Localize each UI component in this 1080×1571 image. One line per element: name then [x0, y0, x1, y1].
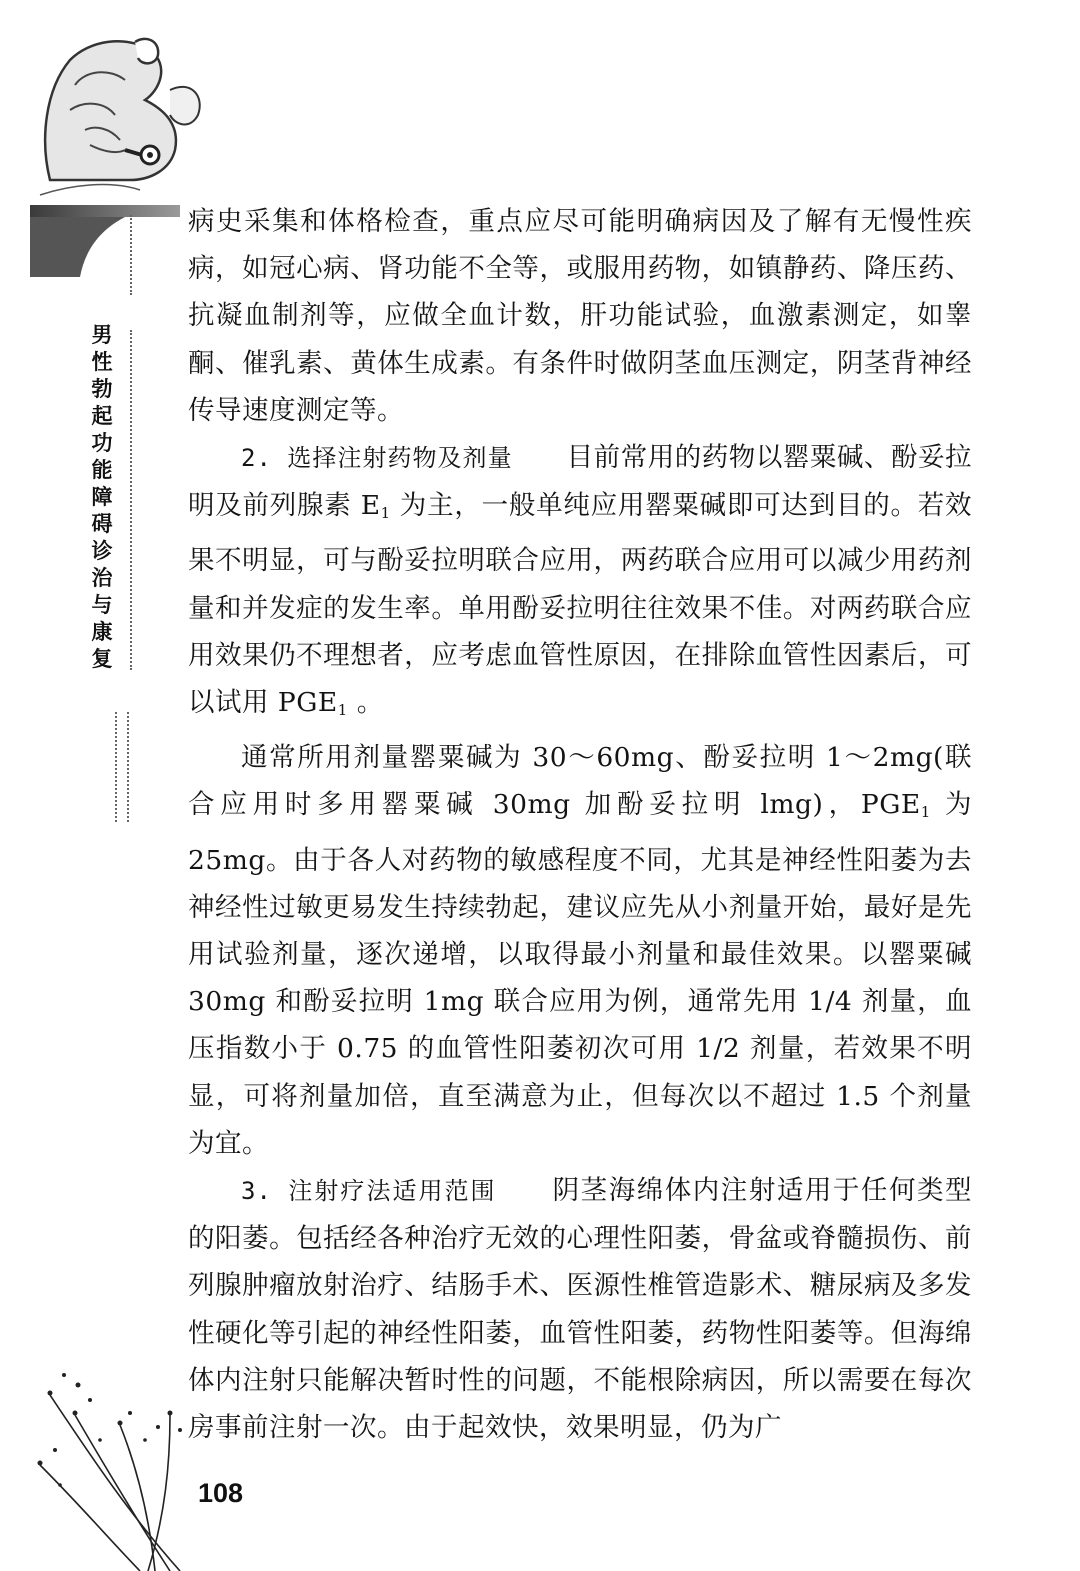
dotted-line-top — [130, 215, 132, 295]
paragraph-text: 通常所用剂量罂粟碱为 30～60mg、酚妥拉明 1～2mg(联合应用时多用罂粟碱 30mg 加酚妥拉明 lmg)，PGE — [188, 742, 972, 821]
dotted-line-middle — [130, 330, 132, 670]
title-char: 诊 — [91, 539, 113, 563]
body-text — [188, 198, 972, 1451]
title-char: 障 — [91, 485, 113, 509]
title-char: 勃 — [91, 377, 113, 401]
book-title-vertical — [86, 322, 118, 673]
title-char: 能 — [91, 458, 113, 482]
title-char: 康 — [91, 620, 113, 644]
title-char: 性 — [91, 350, 113, 374]
title-char: 功 — [91, 431, 113, 455]
corner-decoration — [30, 205, 180, 277]
paragraph-text: 阴茎海绵体内注射适用于任何类型的阳萎。包括经各种治疗无效的心理性阳萎，骨盆或脊髓损伤、前列腺肿瘤放射治疗、结肠手术、医源性椎管造影术、糖尿病及多发性硬化等引起的神经性阳萎，血管性阳萎，药物性阳萎等。但海绵体内注射只能解决暂时性的问题，不能根除病因，所以需要在每次房事前注射一次。由于起效快，效果明显，仍为广 — [188, 1175, 972, 1444]
bodybuilder-illustration — [30, 30, 230, 210]
dotted-line-lower-2 — [127, 712, 129, 822]
subscript: 1 — [920, 803, 931, 822]
title-char: 起 — [91, 404, 113, 428]
title-char: 与 — [91, 593, 113, 617]
paragraph-history — [188, 198, 972, 434]
title-char: 治 — [91, 566, 113, 590]
paragraph-text: 。 — [347, 687, 384, 719]
section-heading: 2. 选择注射药物及剂量 — [241, 444, 513, 473]
title-char: 碍 — [91, 512, 113, 536]
paragraph-text: 为 25mg。由于各人对药物的敏感程度不同，尤其是神经性阳萎为去神经性过敏更易发生持续勃起，建议应先从小剂量开始，最好是先用试验剂量，逐次递增，以取得最小剂量和最佳效果。以罂粟碱 30mg 和酚妥拉明 1mg 联合应用为例，通常先用 1/4 剂量，血压指数小于 0.75 的血管性阳萎初次可用 1/2 剂量，若效果不明显，可将剂量加倍，直至满意为止，但每次以不超过 1.5 个剂量为宜。 — [188, 789, 972, 1159]
section-heading: 3. 注射疗法适用范围 — [241, 1177, 497, 1206]
title-char: 男 — [91, 323, 113, 347]
title-char: 复 — [91, 647, 113, 671]
paragraph-text: 目前常用的药物以罂粟碱、酚妥拉明及前列腺素 E — [188, 442, 973, 522]
paragraph-text: 为主，一般单纯应用罂粟碱即可达到目的。若效果不明显，可与酚妥拉明联合应用，两药联合应用可以减少用药剂量和并发症的发生率。单用酚妥拉明往往效果不佳。对两药联合应用效果仍不理想者，应考虑血管性原因，在排除血管性因素后，可以试用 PGE — [188, 490, 972, 719]
paragraph-text: 病史采集和体格检查，重点应尽可能明确病因及了解有无慢性疾病，如冠心病、肾功能不全等，或服用药物，如镇静药、降压药、抗凝血制剂等，应做全血计数，肝功能试验，血激素测定，如睾酮、催乳素、黄体生成素。有条件时做阴茎血压测定，阴茎背神经传导速度测定等。 — [188, 206, 972, 426]
paragraph-dosage — [188, 734, 972, 1167]
floral-decoration — [30, 1355, 230, 1571]
subscript: 1 — [337, 701, 348, 720]
paragraph-drug-selection — [188, 434, 972, 734]
paragraph-indications — [188, 1167, 972, 1451]
page-number: 108 — [198, 1478, 244, 1508]
subscript: 1 — [380, 504, 391, 523]
dotted-line-lower — [115, 712, 117, 822]
